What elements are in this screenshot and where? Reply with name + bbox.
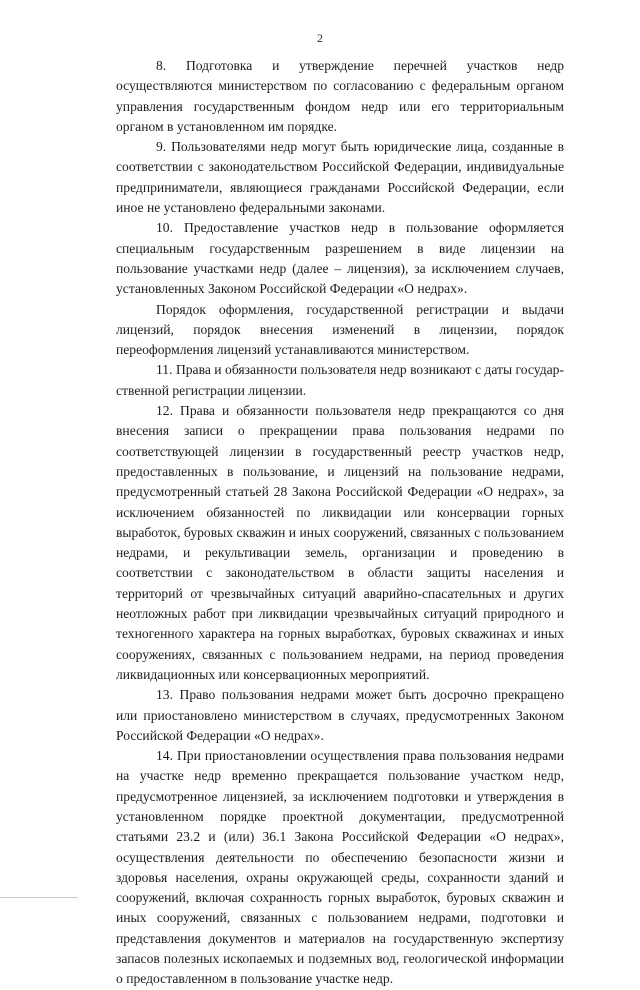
paragraph-licensing-procedure: Порядок оформления, государственной регистрации и выдачи лицензий, порядок внесения изменений в лицензии, порядок переоформления лицензий устанавливаются министерством. bbox=[116, 301, 564, 358]
paragraph-item-8: 8. Подготовка и утверждение перечней участков недр осуществляются министерством по согласованию с федеральным органом управления государственным фондом недр или его территориальным органом в установленном им порядке. bbox=[116, 58, 564, 134]
paragraph-item-12: 12. Права и обязанности пользователя недр прекращаются со дня внесения записи о прекращении права пользования недрами по соответствующей лицензии в государственный реестр участков недр, предоставленных в пользование, и лицензий на пользование недрами, предусмотренный статьей 28 Закона Российской Федерации «О недрах», за исключением обязанностей по ликвидации или консервации горных выработок, буровых скважин и иных сооружений, связанных с пользованием недрами, и рекультивации земель, организации и проведению в соответствии с законодательством в области защиты населения и территорий от чрезвычайных ситуаций аварийно-спасательных и других неотложных работ при ликвидации чрезвычайных ситуаций природного и техногенного характера на горных выработках, буровых скважинах и иных сооружениях, связанных с пользованием недрами, на период проведения ликвидационных или консервационных мероприятий. bbox=[116, 403, 564, 682]
paragraph-item-13: 13. Право пользования недрами может быть досрочно прекращено или приостановлено министерством в случаях, предусмотренных Законом Российской Федерации «О недрах». bbox=[116, 687, 564, 743]
page-number: 2 bbox=[317, 31, 323, 45]
paragraph-item-11: 11. Права и обязанности пользователя недр возникают с даты государственной регистрации лицензии. bbox=[116, 362, 564, 398]
document-body bbox=[116, 56, 564, 990]
paragraph-item-10: 10. Предоставление участков недр в пользование оформляется специальным государственным разрешением в виде лицензии на пользование участками недр (далее – лицензия), за исключением случаев, установленных Законом Российской Федерации «О недрах». bbox=[116, 220, 564, 297]
scan-edge-line bbox=[0, 897, 78, 898]
paragraph-item-9: 9. Пользователями недр могут быть юридические лица, созданные в соответствии с законодательством Российской Федерации, индивидуальные предприниматели, являющиеся гражданами Российской Федерации, если иное не установлено федеральными законами. bbox=[116, 139, 564, 216]
paragraph-item-14: 14. При приостановлении осуществления права пользования недрами на участке недр временно прекращается пользование участком недр, предусмотренное лицензией, за исключением подготовки и утверждения в установленном порядке проектной документации, предусмотренной статьями 23.2 и (или) 36.1 Закона Российской Федерации «О недрах», осуществления деятельности по обеспечению безопасности жизни и здоровья населения, охраны окружающей среды, сохранности зданий и сооружений, включая сохранность горных выработок, буровых скважин и иных сооружений, связанных с пользованием недрами, подготовки и представления документов и материалов на государственную экспертизу запасов полезных ископаемых и подземных вод, геологической информации о предоставленном в пользование участке недр. bbox=[116, 748, 564, 987]
